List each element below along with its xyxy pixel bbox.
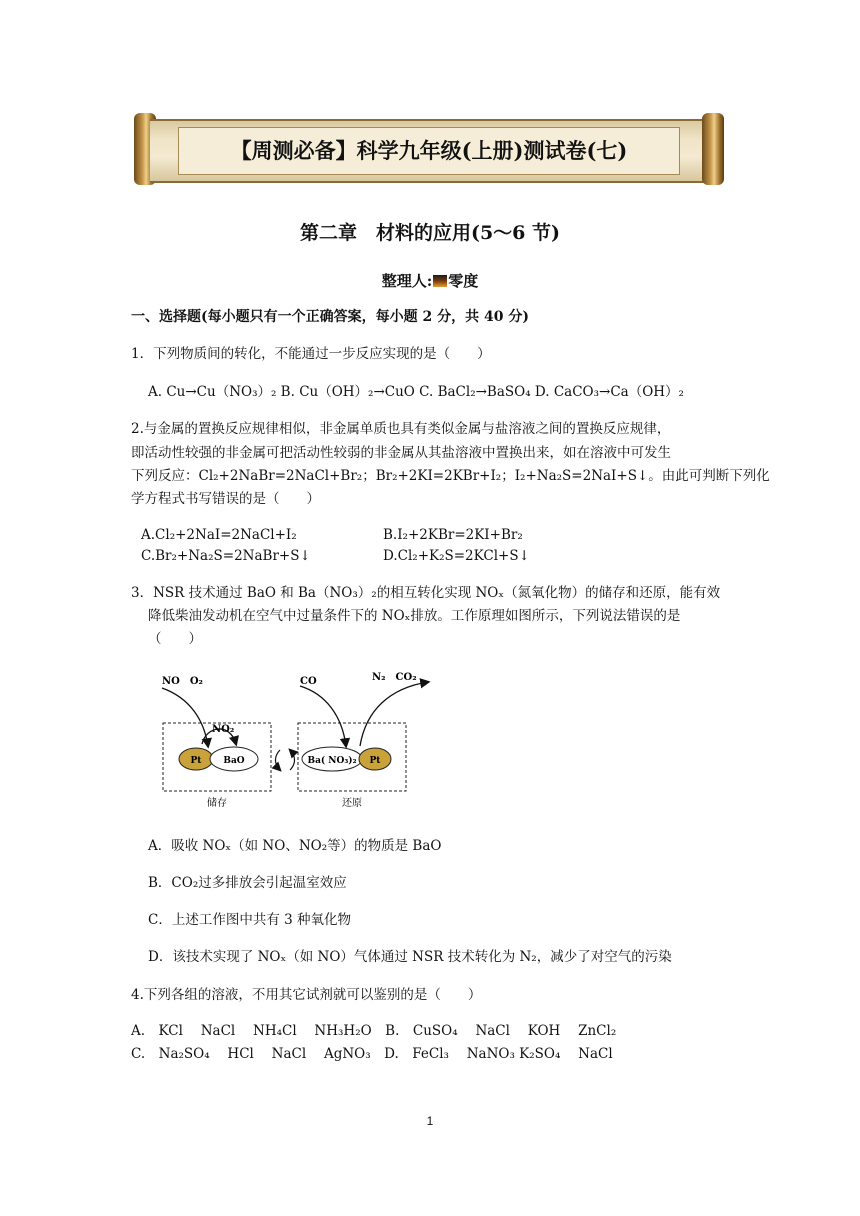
question-2-stem-line: 即活动性较强的非金属可把活动性较弱的非金属从其盐溶液中置换出来，如在溶液中可发生 xyxy=(131,445,671,461)
question-2-stem-line: 学方程式书写错误的是（ ） xyxy=(131,491,320,507)
label-pt-left: Pt xyxy=(190,756,202,766)
label-no2: NO₂ xyxy=(212,724,235,735)
question-4-options-row-1: A. KCl NaCl NH₄Cl NH₃H₂O B. CuSO₄ NaCl KOH ZnCl₂ xyxy=(131,1023,617,1039)
question-2-option-c: C.Br₂+Na₂S=2NaBr+S↓ xyxy=(141,548,311,564)
section-heading: 一、选择题(每小题只有一个正确答案，每小题 2 分，共 40 分) xyxy=(131,309,529,325)
nsr-diagram xyxy=(150,664,450,814)
organizer-label: 整理人: xyxy=(381,272,433,290)
question-2-stem-line: 2.与金属的置换反应规律相似，非金属单质也具有类似金属与盐溶液之间的置换反应规律， xyxy=(131,421,671,437)
page-number: 1 xyxy=(426,1114,434,1128)
question-2-option-d: D.Cl₂+K₂S=2KCl+S↓ xyxy=(383,548,530,564)
cycle-arrow-down xyxy=(276,750,281,770)
label-reduction: 还原 xyxy=(342,798,362,809)
question-4-options-row-2: C. Na₂SO₄ HCl NaCl AgNO₃ D. FeCl₃ NaNO₃ K₂SO₄ NaCl xyxy=(131,1046,613,1062)
label-bao: BaO xyxy=(223,756,245,766)
question-4-stem: 4.下列各组的溶液，不用其它试剂就可以鉴别的是（ ） xyxy=(131,987,482,1003)
organizer-name: 零度 xyxy=(448,272,479,290)
question-2-option-b: B.I₂+2KBr=2KI+Br₂ xyxy=(383,527,523,543)
nsr-diagram-svg xyxy=(150,664,450,814)
question-1-options: A. Cu→Cu（NO₃）₂ B. Cu（OH）₂→CuO C. BaCl₂→BaSO₄ D. CaCO₃→Ca（OH）₂ xyxy=(148,384,684,400)
question-3-option-c: C．上述工作图中共有 3 种氧化物 xyxy=(148,912,352,928)
question-3-option-a: A．吸收 NOₓ（如 NO、NO₂等）的物质是 BaO xyxy=(148,838,442,854)
label-co: CO xyxy=(300,676,317,687)
page-title: 【周测必备】科学九年级(上册)测试卷(七) xyxy=(230,138,628,163)
question-2-stem-line: 下列反应：Cl₂+2NaBr=2NaCl+Br₂；Br₂+2KI=2KBr+I₂；I₂+Na₂S=2NaI+S↓。由此可判断下列化 xyxy=(131,468,770,484)
question-3-option-d: D．该技术实现了 NOₓ（如 NO）气体通过 NSR 技术转化为 N₂，减少了对空气的污染 xyxy=(148,949,672,965)
label-ba-nitrate: Ba( NO₃)₂ xyxy=(307,756,357,766)
question-3-stem-line: 3．NSR 技术通过 BaO 和 Ba（NO₃）₂的相互转化实现 NOₓ（氮氧化物）的储存和还原，能有效 xyxy=(131,585,721,601)
label-no-o2: NO O₂ xyxy=(162,676,203,687)
input-arrow-left xyxy=(162,688,208,746)
cycle-arrow-up xyxy=(290,750,295,770)
question-3-stem-line: 降低柴油发动机在空气中过量条件下的 NOₓ排放。工作原理如图所示，下列说法错误的是 xyxy=(148,608,681,624)
title-banner xyxy=(134,113,724,185)
label-pt-right: Pt xyxy=(369,756,381,766)
organizer-line xyxy=(0,270,860,291)
label-n2-co2: N₂ CO₂ xyxy=(372,672,417,683)
question-2-option-a: A.Cl₂+2NaI=2NaCl+I₂ xyxy=(141,527,297,543)
organizer-icon xyxy=(433,275,447,287)
input-arrow-right xyxy=(300,686,346,746)
chapter-title: 第二章 材料的应用(5～6 节) xyxy=(299,222,561,244)
output-arrow-right xyxy=(360,682,428,746)
label-storage: 储存 xyxy=(207,798,227,809)
question-1-stem: 1．下列物质间的转化，不能通过一步反应实现的是（ ） xyxy=(131,346,491,362)
question-3-stem-line: （ ） xyxy=(148,631,202,647)
question-3-option-b: B．CO₂过多排放会引起温室效应 xyxy=(148,875,347,891)
